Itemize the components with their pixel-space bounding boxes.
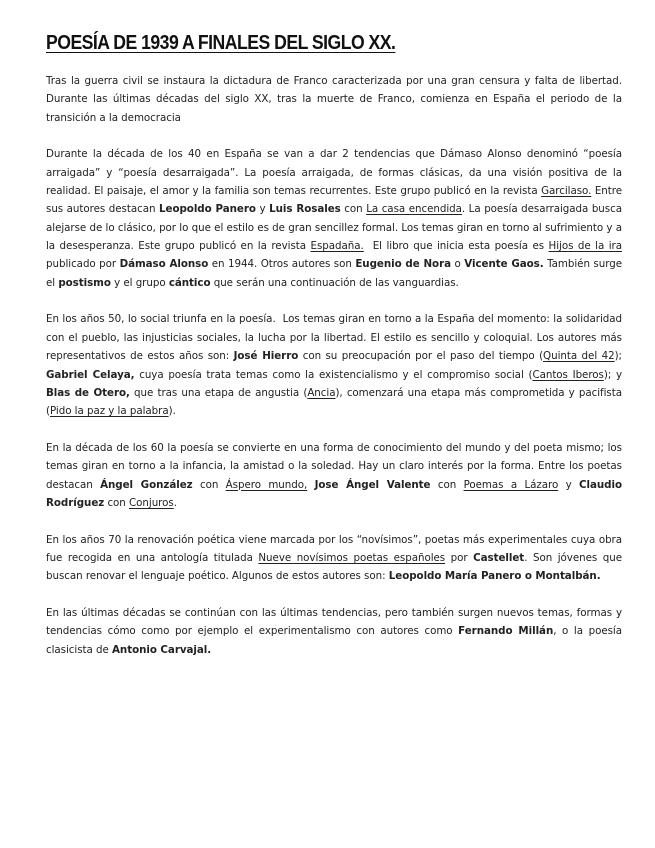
text: con <box>430 478 464 491</box>
text: , o la poesía clasicista de <box>46 625 622 656</box>
work-title: Conjuros <box>129 496 174 509</box>
work-title: Hijos de la ira <box>548 240 622 253</box>
text: que tras una etapa de angustia ( <box>129 386 308 399</box>
author-name: Antonio Carvajal. <box>112 643 212 656</box>
movement-name: postismo <box>58 276 111 289</box>
author-name: Luis Rosales <box>269 203 341 216</box>
text: El libro que inicia esta poesía es <box>363 240 549 253</box>
author-name: Castellet <box>473 551 525 564</box>
work-title: Pido la paz y la palabra <box>49 405 169 418</box>
text: cuya poesía trata temas como la existencialismo y el compromiso social ( <box>134 368 533 381</box>
text: por <box>445 551 474 564</box>
work-title: Poemas a Lázaro <box>463 478 559 491</box>
text: . Son jóvenes que buscan renovar el lenguaje poético. Algunos de estos autores son: <box>46 551 622 583</box>
work-title: Áspero mundo, <box>225 478 308 491</box>
text: con <box>340 203 367 216</box>
text: Durante la década de los 40 en España se van a dar 2 tendencias que Dámaso Alonso denominó “poesía arraigada” y “poesía desarraigada”. La poesía arraigada, de formas clásicas, da una visión positiva de la realidad. El paisaje, el amor y la familia son temas recurrentes. Este grupo publicó en la revista <box>46 148 622 198</box>
author-name: Gabriel Celaya, <box>46 368 135 381</box>
paragraph-decade-50s <box>46 310 626 420</box>
work-title: Garcilaso. <box>541 185 592 198</box>
paragraph-decade-60s <box>46 439 622 512</box>
text: que serán una continuación de las vanguardias. <box>210 276 459 289</box>
text: En los años 50, lo social triunfa en la poesía. Los temas giran en torno a la España del momento: la solidaridad con el pueblo, las injusticias sociales, la lucha por la libertad. El estilo es sencillo y coloquial. Los autores más representativos de estos años son: <box>46 313 626 363</box>
work-title: Cantos Iberos <box>532 368 604 381</box>
work-title: Ancia <box>307 386 336 399</box>
author-name: Leopoldo Panero <box>159 203 256 216</box>
text <box>307 479 314 491</box>
text: o <box>451 258 465 271</box>
text: En la década de los 60 la poesía se convierte en una forma de conocimiento del mundo y del poeta mismo; los temas giran en torno a la infancia, la amistad o la soledad. Hay un claro interés por la forma. Entre los poetas destacan <box>46 441 622 491</box>
text: y <box>558 478 580 491</box>
paragraph-recent-decades <box>46 604 622 659</box>
text: . <box>173 496 177 509</box>
text: ), comenzará una etapa más comprometida y pacifista ( <box>46 386 622 418</box>
author-name: Dámaso Alonso <box>119 258 209 271</box>
paragraph-decade-70s <box>46 531 622 586</box>
text: Tras la guerra civil se instaura la dictadura de Franco caracterizada por una gran censura y falta de libertad. Durante las últimas décadas del siglo XX, tras la muerte de Franco, comienza en España el periodo de la transición a la democracia <box>46 75 622 124</box>
document-page <box>46 30 626 677</box>
author-name: Ángel González <box>100 478 193 491</box>
work-title: La casa encendida <box>366 203 462 216</box>
text: . La poesía desarraigada busca alejarse de lo clásico, por lo que el estilo es de gran sencillez formal. Los temas giran en torno al sufrimiento y a la desesperanza. Este grupo publicó en la revista <box>46 203 622 253</box>
document-title: POESÍA DE 1939 A FINALES DEL SIGLO XX. <box>46 31 396 54</box>
author-name: Fernando Millán <box>458 625 554 638</box>
author-name: Eugenio de Nora <box>355 258 452 271</box>
text: publicado por <box>46 258 120 271</box>
text: En los años 70 la renovación poética viene marcada por los “novísimos”, poetas más experimentales cuya obra fue recogida en una antología titulada <box>46 533 622 564</box>
text: Entre sus autores destacan <box>46 185 622 216</box>
author-name: Blas de Otero, <box>46 386 130 399</box>
paragraph-postwar-intro <box>46 72 622 127</box>
text: ). <box>168 405 176 418</box>
work-title: Espadaña. <box>310 240 364 253</box>
movement-name: cántico <box>168 276 211 289</box>
author-name: Jose Ángel Valente <box>314 478 431 491</box>
text: En las últimas décadas se continúan con las últimas tendencias, pero también surgen nuevos temas, formas y tendencias cómo como por ejemplo el experimentalismo con autores como <box>46 606 622 638</box>
author-name: Vicente Gaos. <box>464 258 544 271</box>
text: en 1944. Otros autores son <box>208 258 356 271</box>
text: y el grupo <box>110 276 169 289</box>
text: ); <box>614 350 622 363</box>
author-name: José Hierro <box>233 350 299 363</box>
text: ); y <box>603 368 623 381</box>
author-name: Claudio Rodríguez <box>46 478 623 509</box>
text: También surge el <box>46 258 622 289</box>
paragraph-decade-40s <box>46 145 622 292</box>
author-name: Leopoldo María Panero o Montalbán. <box>388 570 601 583</box>
work-title: Quinta del 42 <box>543 350 615 363</box>
text: y <box>255 203 270 216</box>
work-title: Nueve novísimos poetas españoles <box>258 551 446 564</box>
text: con <box>192 478 226 491</box>
text: con su preocupación por el paso del tiempo ( <box>298 350 544 363</box>
text: con <box>104 496 130 509</box>
